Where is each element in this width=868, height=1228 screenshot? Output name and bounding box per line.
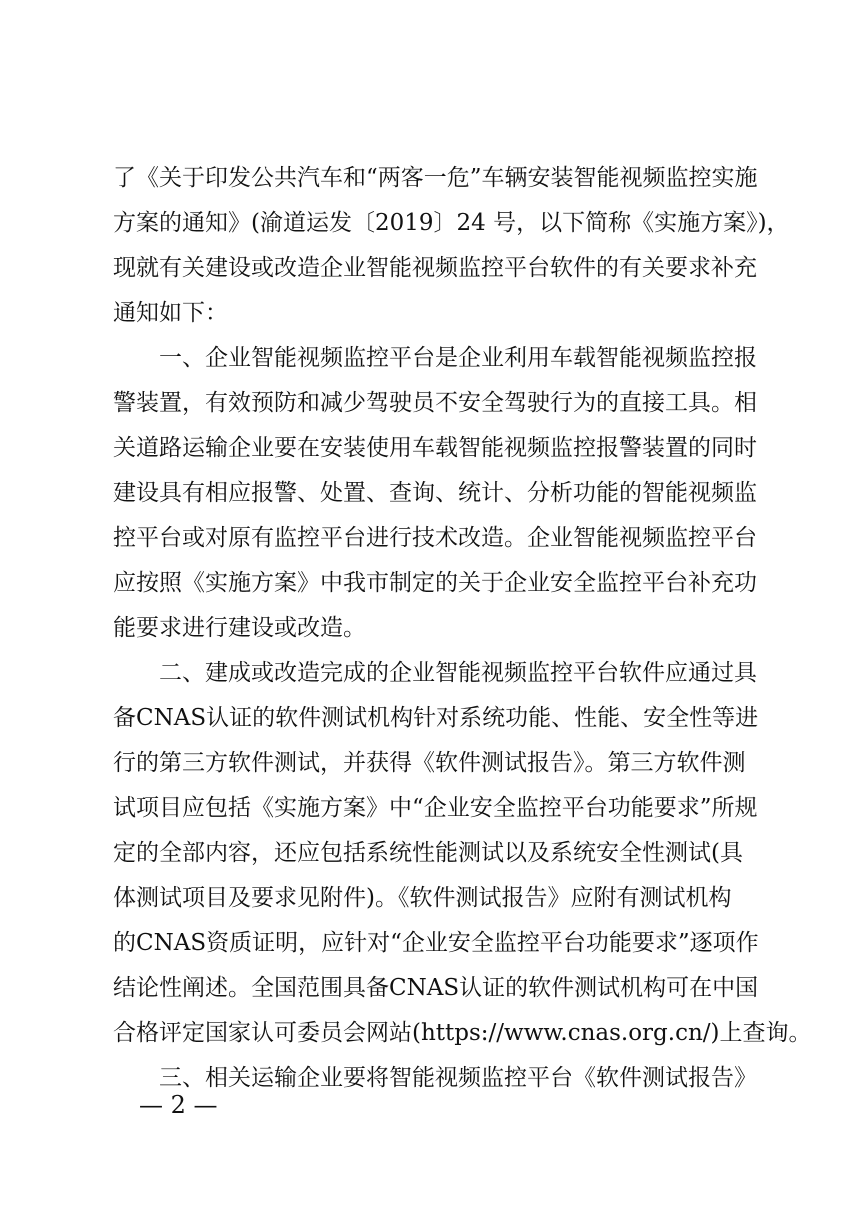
text-line-13: 备CNAS认证的软件测试机构针对系统功能、性能、安全性等进	[113, 705, 759, 731]
text-line-15: 试项目应包括《实施方案》中“企业安全监控平台功能要求”所规	[113, 795, 758, 821]
text-line-4: 通知如下：	[113, 300, 228, 326]
text-line-1: 了《关于印发公共汽车和“两客一危”车辆安装智能视频监控实施	[113, 165, 758, 191]
text-line-6: 警装置，有效预防和减少驾驶员不安全驾驶行为的直接工具。相	[113, 390, 757, 416]
text-line-3: 现就有关建设或改造企业智能视频监控平台软件的有关要求补充	[113, 255, 757, 281]
text-line-16: 定的全部内容，还应包括系统性能测试以及系统安全性测试(具	[113, 840, 743, 866]
text-line-9: 控平台或对原有监控平台进行技术改造。企业智能视频监控平台	[113, 525, 757, 551]
text-line-10: 应按照《实施方案》中我市制定的关于企业安全监控平台补充功	[113, 570, 757, 596]
text-line-12: 二、建成或改造完成的企业智能视频监控平台软件应通过具	[113, 660, 757, 686]
text-line-19: 结论性阐述。全国范围具备CNAS认证的软件测试机构可在中国	[113, 975, 759, 1001]
text-line-20: 合格评定国家认可委员会网站(https://www.cnas.org.cn/)上查询。	[113, 1020, 812, 1046]
text-line-11: 能要求进行建设或改造。	[113, 615, 366, 641]
text-line-7: 关道路运输企业要在安装使用车载智能视频监控报警装置的同时	[113, 435, 757, 461]
document-body	[113, 156, 812, 1101]
text-line-14: 行的第三方软件测试，并获得《软件测试报告》。第三方软件测	[113, 750, 746, 776]
text-line-21: 三、相关运输企业要将智能视频监控平台《软件测试报告》	[113, 1065, 757, 1091]
text-line-18: 的CNAS资质证明，应针对“企业安全监控平台功能要求”逐项作	[113, 930, 759, 956]
text-line-2: 方案的通知》(渝道运发〔2019〕24 号，以下简称《实施方案》)，	[113, 210, 790, 236]
page-number: — 2 —	[139, 1091, 218, 1119]
text-line-5: 一、企业智能视频监控平台是企业利用车载智能视频监控报	[113, 345, 757, 371]
text-line-8: 建设具有相应报警、处置、查询、统计、分析功能的智能视频监	[113, 480, 757, 506]
text-line-17: 体测试项目及要求见附件)。《软件测试报告》应附有测试机构	[113, 885, 732, 911]
